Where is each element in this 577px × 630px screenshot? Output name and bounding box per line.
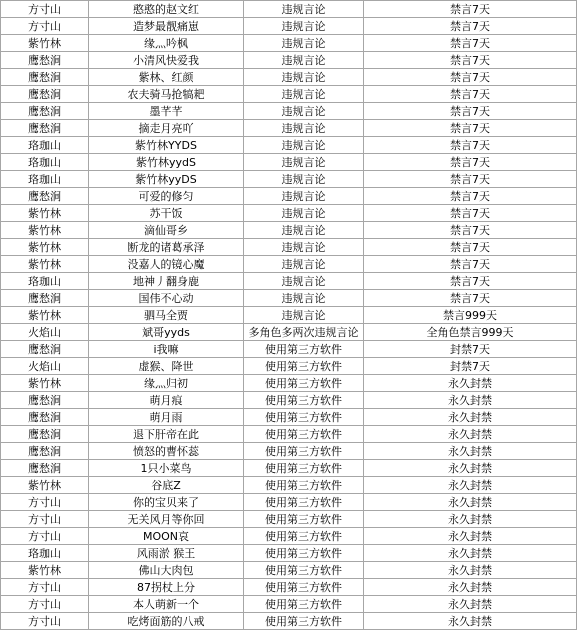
punishment-cell[interactable]: 禁言7天 <box>364 222 577 239</box>
violation-reason-cell[interactable]: 违规言论 <box>244 1 364 18</box>
table-row[interactable] <box>1 307 577 324</box>
table-row[interactable] <box>1 528 577 545</box>
punishment-cell[interactable]: 永久封禁 <box>364 443 577 460</box>
player-name-cell[interactable]: 风雨淤 猴王 <box>89 545 244 562</box>
player-name-cell[interactable]: 萌月痕 <box>89 392 244 409</box>
violation-reason-cell[interactable]: 使用第三方软件 <box>244 443 364 460</box>
server-cell[interactable]: 鹰愁涧 <box>1 188 89 205</box>
table-row[interactable] <box>1 341 577 358</box>
server-cell[interactable]: 紫竹林 <box>1 477 89 494</box>
table-row[interactable] <box>1 460 577 477</box>
punishment-cell[interactable]: 封禁7天 <box>364 358 577 375</box>
violation-reason-cell[interactable]: 违规言论 <box>244 154 364 171</box>
server-cell[interactable]: 鹰愁涧 <box>1 426 89 443</box>
violation-reason-cell[interactable]: 违规言论 <box>244 86 364 103</box>
server-cell[interactable]: 紫竹林 <box>1 35 89 52</box>
punishment-cell[interactable]: 禁言7天 <box>364 18 577 35</box>
violation-reason-cell[interactable]: 使用第三方软件 <box>244 477 364 494</box>
table-row[interactable] <box>1 596 577 613</box>
violation-reason-cell[interactable]: 违规言论 <box>244 256 364 273</box>
player-name-cell[interactable]: MOON哀 <box>89 528 244 545</box>
punishment-cell[interactable]: 禁言7天 <box>364 290 577 307</box>
server-cell[interactable]: 鹰愁涧 <box>1 409 89 426</box>
player-name-cell[interactable]: 滴仙哥乡 <box>89 222 244 239</box>
violation-reason-cell[interactable]: 使用第三方软件 <box>244 409 364 426</box>
server-cell[interactable]: 鹰愁涧 <box>1 52 89 69</box>
table-row[interactable] <box>1 86 577 103</box>
violation-reason-cell[interactable]: 使用第三方软件 <box>244 528 364 545</box>
punishment-cell[interactable]: 禁言7天 <box>364 69 577 86</box>
table-row[interactable] <box>1 494 577 511</box>
table-row[interactable] <box>1 171 577 188</box>
violation-reason-cell[interactable]: 违规言论 <box>244 205 364 222</box>
player-name-cell[interactable]: 佛山大肉包 <box>89 562 244 579</box>
table-row[interactable] <box>1 35 577 52</box>
punishment-cell[interactable]: 永久封禁 <box>364 613 577 630</box>
player-name-cell[interactable]: 国伟不心动 <box>89 290 244 307</box>
table-row[interactable] <box>1 443 577 460</box>
table-row[interactable] <box>1 613 577 630</box>
server-cell[interactable]: 方寸山 <box>1 579 89 596</box>
violation-reason-cell[interactable]: 违规言论 <box>244 35 364 52</box>
table-row[interactable] <box>1 324 577 341</box>
table-row[interactable] <box>1 477 577 494</box>
punishment-cell[interactable]: 禁言7天 <box>364 171 577 188</box>
player-name-cell[interactable]: 驷马全贾 <box>89 307 244 324</box>
violation-reason-cell[interactable]: 违规言论 <box>244 307 364 324</box>
table-row[interactable] <box>1 392 577 409</box>
punishment-cell[interactable]: 封禁7天 <box>364 341 577 358</box>
server-cell[interactable]: 鹰愁涧 <box>1 460 89 477</box>
punishment-cell[interactable]: 禁言7天 <box>364 273 577 290</box>
punishment-cell[interactable]: 永久封禁 <box>364 392 577 409</box>
server-cell[interactable]: 火焰山 <box>1 324 89 341</box>
table-row[interactable] <box>1 273 577 290</box>
player-name-cell[interactable]: 造梦最靓痛崽 <box>89 18 244 35</box>
punishment-cell[interactable]: 禁言999天 <box>364 307 577 324</box>
punishment-cell[interactable]: 禁言7天 <box>364 188 577 205</box>
violation-reason-cell[interactable]: 使用第三方软件 <box>244 460 364 477</box>
server-cell[interactable]: 方寸山 <box>1 1 89 18</box>
punishment-cell[interactable]: 禁言7天 <box>364 256 577 273</box>
punishment-cell[interactable]: 禁言7天 <box>364 35 577 52</box>
punishment-cell[interactable]: 永久封禁 <box>364 562 577 579</box>
punishment-cell[interactable]: 全角色禁言999天 <box>364 324 577 341</box>
table-row[interactable] <box>1 103 577 120</box>
violation-reason-cell[interactable]: 使用第三方软件 <box>244 375 364 392</box>
player-name-cell[interactable]: 可爱的修匀 <box>89 188 244 205</box>
punishment-cell[interactable]: 禁言7天 <box>364 120 577 137</box>
server-cell[interactable]: 鹰愁涧 <box>1 120 89 137</box>
player-name-cell[interactable]: 地神丿翻身鹿 <box>89 273 244 290</box>
server-cell[interactable]: 紫竹林 <box>1 256 89 273</box>
violation-reason-cell[interactable]: 使用第三方软件 <box>244 613 364 630</box>
server-cell[interactable]: 鹰愁涧 <box>1 86 89 103</box>
violation-reason-cell[interactable]: 多角色多两次违规言论 <box>244 324 364 341</box>
server-cell[interactable]: 紫竹林 <box>1 307 89 324</box>
server-cell[interactable]: 鹰愁涧 <box>1 69 89 86</box>
player-name-cell[interactable]: 斌哥yyds <box>89 324 244 341</box>
punishment-cell[interactable]: 永久封禁 <box>364 409 577 426</box>
player-name-cell[interactable]: 紫竹林YYDS <box>89 137 244 154</box>
player-name-cell[interactable]: 墨芊芊 <box>89 103 244 120</box>
player-name-cell[interactable]: 缘灬吟枫 <box>89 35 244 52</box>
punishment-cell[interactable]: 禁言7天 <box>364 103 577 120</box>
violation-reason-cell[interactable]: 使用第三方软件 <box>244 596 364 613</box>
punishment-cell[interactable]: 禁言7天 <box>364 137 577 154</box>
punishment-cell[interactable]: 禁言7天 <box>364 86 577 103</box>
violation-reason-cell[interactable]: 使用第三方软件 <box>244 562 364 579</box>
server-cell[interactable]: 珞珈山 <box>1 137 89 154</box>
server-cell[interactable]: 鹰愁涧 <box>1 341 89 358</box>
player-name-cell[interactable]: 1只小菜鸟 <box>89 460 244 477</box>
table-row[interactable] <box>1 239 577 256</box>
violation-reason-cell[interactable]: 使用第三方软件 <box>244 579 364 596</box>
player-name-cell[interactable]: 农夫骑马抢犒耙 <box>89 86 244 103</box>
punishment-cell[interactable]: 永久封禁 <box>364 579 577 596</box>
player-name-cell[interactable]: 退下肝帝在此 <box>89 426 244 443</box>
server-cell[interactable]: 珞珈山 <box>1 273 89 290</box>
table-row[interactable] <box>1 511 577 528</box>
player-name-cell[interactable]: 87拐杖上分 <box>89 579 244 596</box>
violation-reason-cell[interactable]: 违规言论 <box>244 188 364 205</box>
punishment-cell[interactable]: 永久封禁 <box>364 375 577 392</box>
table-row[interactable] <box>1 154 577 171</box>
table-row[interactable] <box>1 426 577 443</box>
player-name-cell[interactable]: 紫林、红颜 <box>89 69 244 86</box>
player-name-cell[interactable]: 谷底Z <box>89 477 244 494</box>
server-cell[interactable]: 鹰愁涧 <box>1 290 89 307</box>
punishment-cell[interactable]: 永久封禁 <box>364 545 577 562</box>
table-row[interactable] <box>1 545 577 562</box>
server-cell[interactable]: 方寸山 <box>1 494 89 511</box>
player-name-cell[interactable]: 你的宝贝来了 <box>89 494 244 511</box>
table-row[interactable] <box>1 52 577 69</box>
punishment-cell[interactable]: 禁言7天 <box>364 205 577 222</box>
server-cell[interactable]: 紫竹林 <box>1 562 89 579</box>
violation-reason-cell[interactable]: 违规言论 <box>244 273 364 290</box>
player-name-cell[interactable]: 摘走月亮吖 <box>89 120 244 137</box>
table-row[interactable] <box>1 290 577 307</box>
violation-reason-cell[interactable]: 违规言论 <box>244 171 364 188</box>
violation-reason-cell[interactable]: 使用第三方软件 <box>244 545 364 562</box>
violation-reason-cell[interactable]: 违规言论 <box>244 120 364 137</box>
punishment-cell[interactable]: 永久封禁 <box>364 528 577 545</box>
punishment-cell[interactable]: 永久封禁 <box>364 460 577 477</box>
server-cell[interactable]: 方寸山 <box>1 596 89 613</box>
player-name-cell[interactable]: i我嘛 <box>89 341 244 358</box>
table-row[interactable] <box>1 222 577 239</box>
table-row[interactable] <box>1 409 577 426</box>
player-name-cell[interactable]: 苏干饭 <box>89 205 244 222</box>
violation-reason-cell[interactable]: 违规言论 <box>244 52 364 69</box>
server-cell[interactable]: 珞珈山 <box>1 154 89 171</box>
punishment-cell[interactable]: 禁言7天 <box>364 1 577 18</box>
punishment-cell[interactable]: 永久封禁 <box>364 596 577 613</box>
violation-reason-cell[interactable]: 违规言论 <box>244 18 364 35</box>
player-name-cell[interactable]: 吃烤面筋的八戒 <box>89 613 244 630</box>
server-cell[interactable]: 紫竹林 <box>1 239 89 256</box>
server-cell[interactable]: 方寸山 <box>1 528 89 545</box>
server-cell[interactable]: 鹰愁涧 <box>1 443 89 460</box>
player-name-cell[interactable]: 紫竹林yydS <box>89 154 244 171</box>
table-row[interactable] <box>1 562 577 579</box>
player-name-cell[interactable]: 没嘉人的镜心魔 <box>89 256 244 273</box>
violation-reason-cell[interactable]: 违规言论 <box>244 69 364 86</box>
violation-reason-cell[interactable]: 使用第三方软件 <box>244 494 364 511</box>
punishment-cell[interactable]: 永久封禁 <box>364 477 577 494</box>
player-name-cell[interactable]: 小清风快爱我 <box>89 52 244 69</box>
player-name-cell[interactable]: 紫竹林yyDS <box>89 171 244 188</box>
server-cell[interactable]: 方寸山 <box>1 511 89 528</box>
violation-reason-cell[interactable]: 使用第三方软件 <box>244 358 364 375</box>
table-row[interactable] <box>1 1 577 18</box>
punishment-cell[interactable]: 禁言7天 <box>364 154 577 171</box>
server-cell[interactable]: 珞珈山 <box>1 545 89 562</box>
server-cell[interactable]: 方寸山 <box>1 18 89 35</box>
violation-reason-cell[interactable]: 违规言论 <box>244 222 364 239</box>
player-name-cell[interactable]: 虚猴、降世 <box>89 358 244 375</box>
table-row[interactable] <box>1 188 577 205</box>
player-name-cell[interactable]: 萌月雨 <box>89 409 244 426</box>
table-row[interactable] <box>1 579 577 596</box>
violation-reason-cell[interactable]: 使用第三方软件 <box>244 511 364 528</box>
server-cell[interactable]: 鹰愁涧 <box>1 392 89 409</box>
player-name-cell[interactable]: 缘灬归初 <box>89 375 244 392</box>
violation-reason-cell[interactable]: 违规言论 <box>244 103 364 120</box>
punishment-cell[interactable]: 永久封禁 <box>364 511 577 528</box>
violation-reason-cell[interactable]: 违规言论 <box>244 239 364 256</box>
punishment-cell[interactable]: 禁言7天 <box>364 52 577 69</box>
punishment-cell[interactable]: 禁言7天 <box>364 239 577 256</box>
table-row[interactable] <box>1 137 577 154</box>
player-name-cell[interactable]: 本人萌新一个 <box>89 596 244 613</box>
violation-reason-cell[interactable]: 使用第三方软件 <box>244 341 364 358</box>
table-row[interactable] <box>1 375 577 392</box>
punishment-cell[interactable]: 永久封禁 <box>364 426 577 443</box>
player-name-cell[interactable]: 愤怒的曹怀蕊 <box>89 443 244 460</box>
server-cell[interactable]: 方寸山 <box>1 613 89 630</box>
table-row[interactable] <box>1 205 577 222</box>
table-row[interactable] <box>1 120 577 137</box>
table-row[interactable] <box>1 256 577 273</box>
punishment-cell[interactable]: 永久封禁 <box>364 494 577 511</box>
violation-reason-cell[interactable]: 违规言论 <box>244 137 364 154</box>
player-name-cell[interactable]: 断龙的诸葛承泽 <box>89 239 244 256</box>
player-name-cell[interactable]: 憨憨的赵文红 <box>89 1 244 18</box>
violation-reason-cell[interactable]: 使用第三方软件 <box>244 392 364 409</box>
violation-reason-cell[interactable]: 违规言论 <box>244 290 364 307</box>
ban-list-body <box>1 1 577 630</box>
violation-reason-cell[interactable]: 使用第三方软件 <box>244 426 364 443</box>
player-name-cell[interactable]: 无关风月等你回 <box>89 511 244 528</box>
table-row[interactable] <box>1 18 577 35</box>
table-row[interactable] <box>1 358 577 375</box>
server-cell[interactable]: 紫竹林 <box>1 375 89 392</box>
server-cell[interactable]: 珞珈山 <box>1 171 89 188</box>
server-cell[interactable]: 火焰山 <box>1 358 89 375</box>
server-cell[interactable]: 紫竹林 <box>1 222 89 239</box>
server-cell[interactable]: 紫竹林 <box>1 205 89 222</box>
server-cell[interactable]: 鹰愁涧 <box>1 103 89 120</box>
table-row[interactable] <box>1 69 577 86</box>
